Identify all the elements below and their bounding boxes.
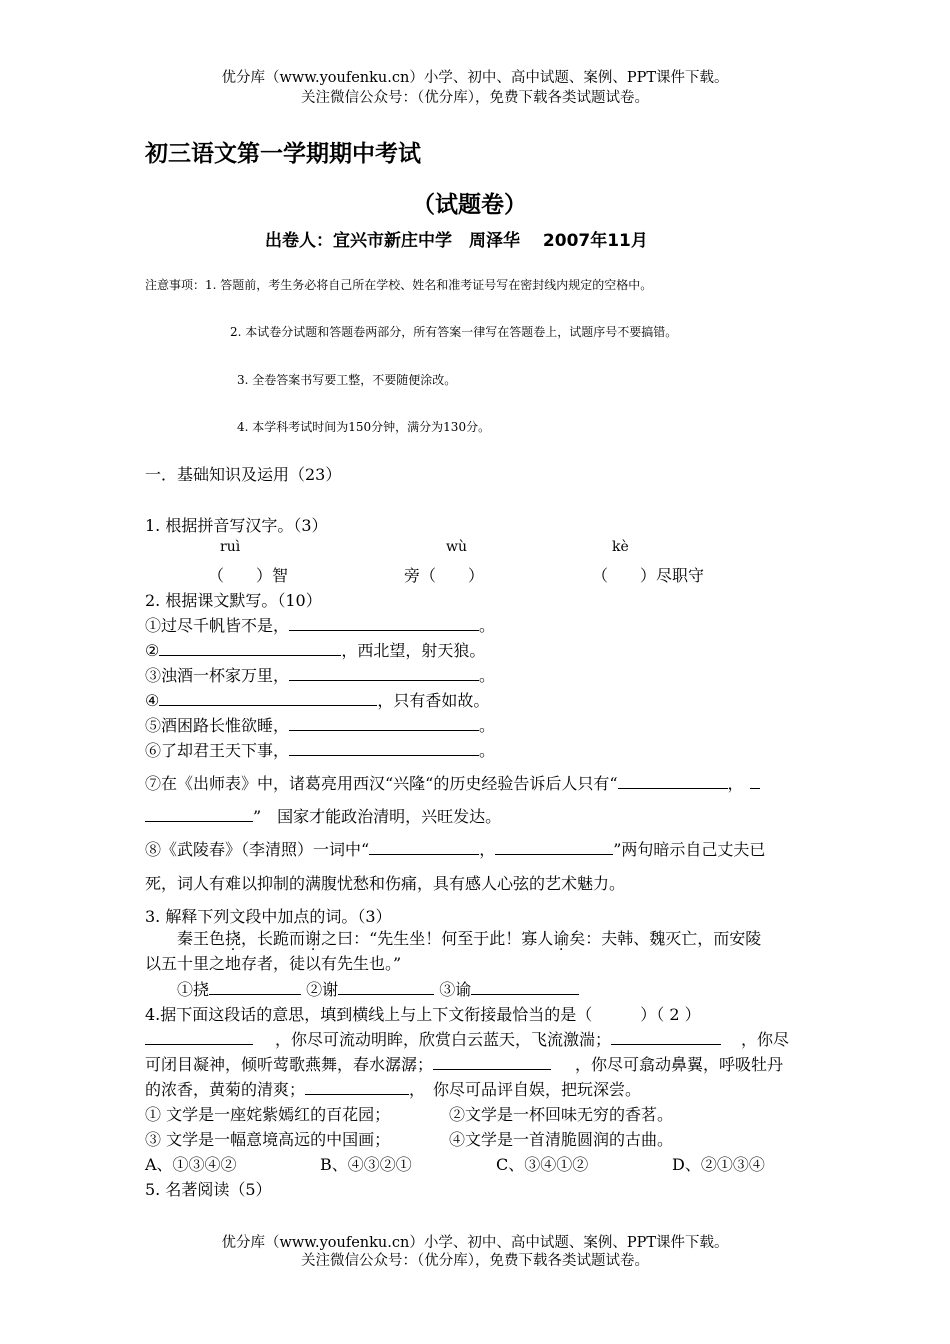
note-4: 4. 本学科考试时间为150分钟，满分为130分。 [237,420,491,434]
q2-line-6-end: 。 [479,741,496,760]
q1-stem: 1. 根据拼音写汉字。（3） [145,516,328,535]
q4-choice-d[interactable]: D、②①③④ [672,1155,765,1174]
q2-line-2 [145,638,485,661]
q3-stem: 3. 解释下列文段中加点的词。（3） [145,907,392,926]
answer-blank[interactable] [471,980,579,995]
q3-p1b: ，长跪而 [241,929,306,948]
q2-line-8-text: ⑧《武陵春》（李清照）一词中“ [145,840,370,859]
q2-line-5 [145,713,495,736]
q2-line-6-text: ⑥了却君王天下事， [145,741,290,760]
answer-blank[interactable] [159,691,377,706]
q4-stem: 4.据下面这段话的意思，填到横线上与上下文衔接最恰当的是（ ）（ 2 ） [145,1005,701,1024]
note-3: 3. 全卷答案书写要工整，不要随便涂改。 [237,373,457,387]
q2-stem: 2. 根据课文默写。（10） [145,591,322,610]
q4-text-3 [145,1077,641,1100]
answer-blank[interactable] [145,1030,253,1045]
q3-dotted-1: 挠 [225,929,242,948]
answer-blank[interactable] [289,741,479,756]
answer-blank[interactable] [618,774,728,789]
q4-choice-a[interactable]: A、①③④② [145,1155,237,1174]
q2-line-6 [145,738,495,761]
q2-line-7-comma: ， [727,774,744,793]
q3-passage-1 [177,926,761,949]
q2-line-5-text: ⑤酒困路长惟欲睡， [145,716,290,735]
answer-blank[interactable] [145,807,253,822]
q3-p1d: 矣：夫韩、魏灭亡，而安陵 [569,929,762,948]
answer-blank[interactable] [209,980,301,995]
q3-p1c: 之曰：“先生坐！何至于此！寡人 [321,929,554,948]
q3-p1a: 秦王色 [177,929,226,948]
author-line: 出卷人：宜兴市新庄中学 周泽华 2007年11月 [265,231,648,251]
answer-blank[interactable] [159,641,341,656]
note-1: 注意事项：1. 答题前，考生务必将自己所在学校、姓名和准考证号写在密封线内规定的空格中。 [145,278,653,292]
q3-dotted-2: 谢 [305,929,322,948]
q4-text-1 [145,1027,789,1050]
answer-blank[interactable] [305,1080,409,1095]
q4-option-3: ③ 文学是一幅意境高远的中国画； [145,1130,391,1149]
q2-line-7-text: ⑦在《出师表》中，诸葛亮用西汉“兴隆“的历史经验告诉后人只有“ [145,774,618,793]
footer-line-2: 关注微信公众号：（优分库），免费下载各类试题试卷。 [301,1253,649,1269]
q4-t2: 可闭目凝神，倾听莺歌燕舞，春水潺潺； [145,1055,434,1074]
q2-line-4-num: ④ [145,691,160,710]
q2-line-1-text: ①过尽千帆皆不是， [145,616,290,635]
page-subtitle: （试题卷） [412,192,527,218]
q2-line-1 [145,613,495,636]
answer-blank[interactable] [369,840,479,855]
q1-item-3: （ ）尽职守 [592,566,705,585]
q3-dotted-3: 谕 [553,929,570,948]
q2-line-4 [145,688,489,711]
q4-text-2 [145,1052,783,1075]
q2-line-3 [145,663,495,686]
q2-line-2-num: ② [145,641,160,660]
answer-blank[interactable] [495,840,613,855]
q4-t3: 的浓香，黄菊的清爽； [145,1080,306,1099]
q2-line-8-comma: ， [479,840,496,859]
answer-blank[interactable] [750,774,760,789]
q1-pinyin-3: kè [612,539,629,555]
q2-line-1-end: 。 [479,616,496,635]
q1-pinyin-2: wù [446,539,467,555]
note-2: 2. 本试卷分试题和答题卷两部分，所有答案一律写在答题卷上，试题序号不要搞错。 [230,325,678,339]
q3-a1: ①挠 [177,980,210,999]
q3-passage-2: 以五十里之地存者，徒以有先生也。” [145,954,402,973]
q2-line-8-cont: ”两句暗示自己丈夫已 [613,840,766,859]
page-title: 初三语文第一学期期中考试 [145,141,421,167]
q3-answers [177,977,579,1000]
answer-blank[interactable] [289,616,479,631]
q2-line-2-text: ，西北望，射天狼。 [341,641,486,660]
q1-item-1: （ ）智 [208,566,289,585]
q4-choice-c[interactable]: C、③④①② [496,1155,589,1174]
header-line-2: 关注微信公众号：（优分库），免费下载各类试题试卷。 [301,90,649,106]
q2-line-4-text: ，只有香如故。 [377,691,490,710]
q3-a3: ③谕 [439,980,472,999]
q4-t1: ，你尽可流动明眸，欣赏白云蓝天，飞流激湍； [275,1030,612,1049]
answer-blank[interactable] [433,1055,551,1070]
section-heading: 一．基础知识及运用（23） [145,465,342,484]
q4-option-4: ④文学是一首清脆圆润的古曲。 [449,1130,674,1149]
q4-choice-b[interactable]: B、④③②① [320,1155,412,1174]
footer-line-1: 优分库（www.youfenku.cn）小学、初中、高中试题、案例、PPT课件下载。 [221,1235,729,1251]
q2-line-3-text: ③浊酒一杯家万里， [145,666,290,685]
q4-t1b: ，你尽 [741,1030,790,1049]
q1-item-2: 旁（ ） [404,566,485,585]
answer-blank[interactable] [289,716,479,731]
q5-stem: 5. 名著阅读（5） [145,1180,272,1199]
q2-line-3-end: 。 [479,666,496,685]
q3-a2: ②谢 [306,980,339,999]
answer-blank[interactable] [611,1030,721,1045]
q2-line-8 [145,837,765,860]
q2-line-5-end: 。 [479,716,496,735]
q4-option-2: ②文学是一杯回味无穷的香茗。 [449,1105,674,1124]
q2-line-8b: 死，词人有难以抑制的满腹忧愁和伤痛，具有感人心弦的艺术魅力。 [145,874,626,893]
q2-line-7 [145,771,760,794]
header-line-1: 优分库（www.youfenku.cn）小学、初中、高中试题、案例、PPT课件下载。 [221,70,729,86]
q1-pinyin-1: ruì [220,539,241,555]
q4-t2b: ，你尽可翕动鼻翼，呼吸牡丹 [575,1055,784,1074]
q2-line-7-cont: ” 国家才能政治清明，兴旺发达。 [253,807,502,826]
q4-t3b: ， 你尽可品评自娱，把玩深尝。 [409,1080,642,1099]
q4-option-1: ① 文学是一座姹紫嫣红的百花园； [145,1105,391,1124]
q2-line-7b [145,804,501,827]
answer-blank[interactable] [289,666,479,681]
answer-blank[interactable] [338,980,434,995]
